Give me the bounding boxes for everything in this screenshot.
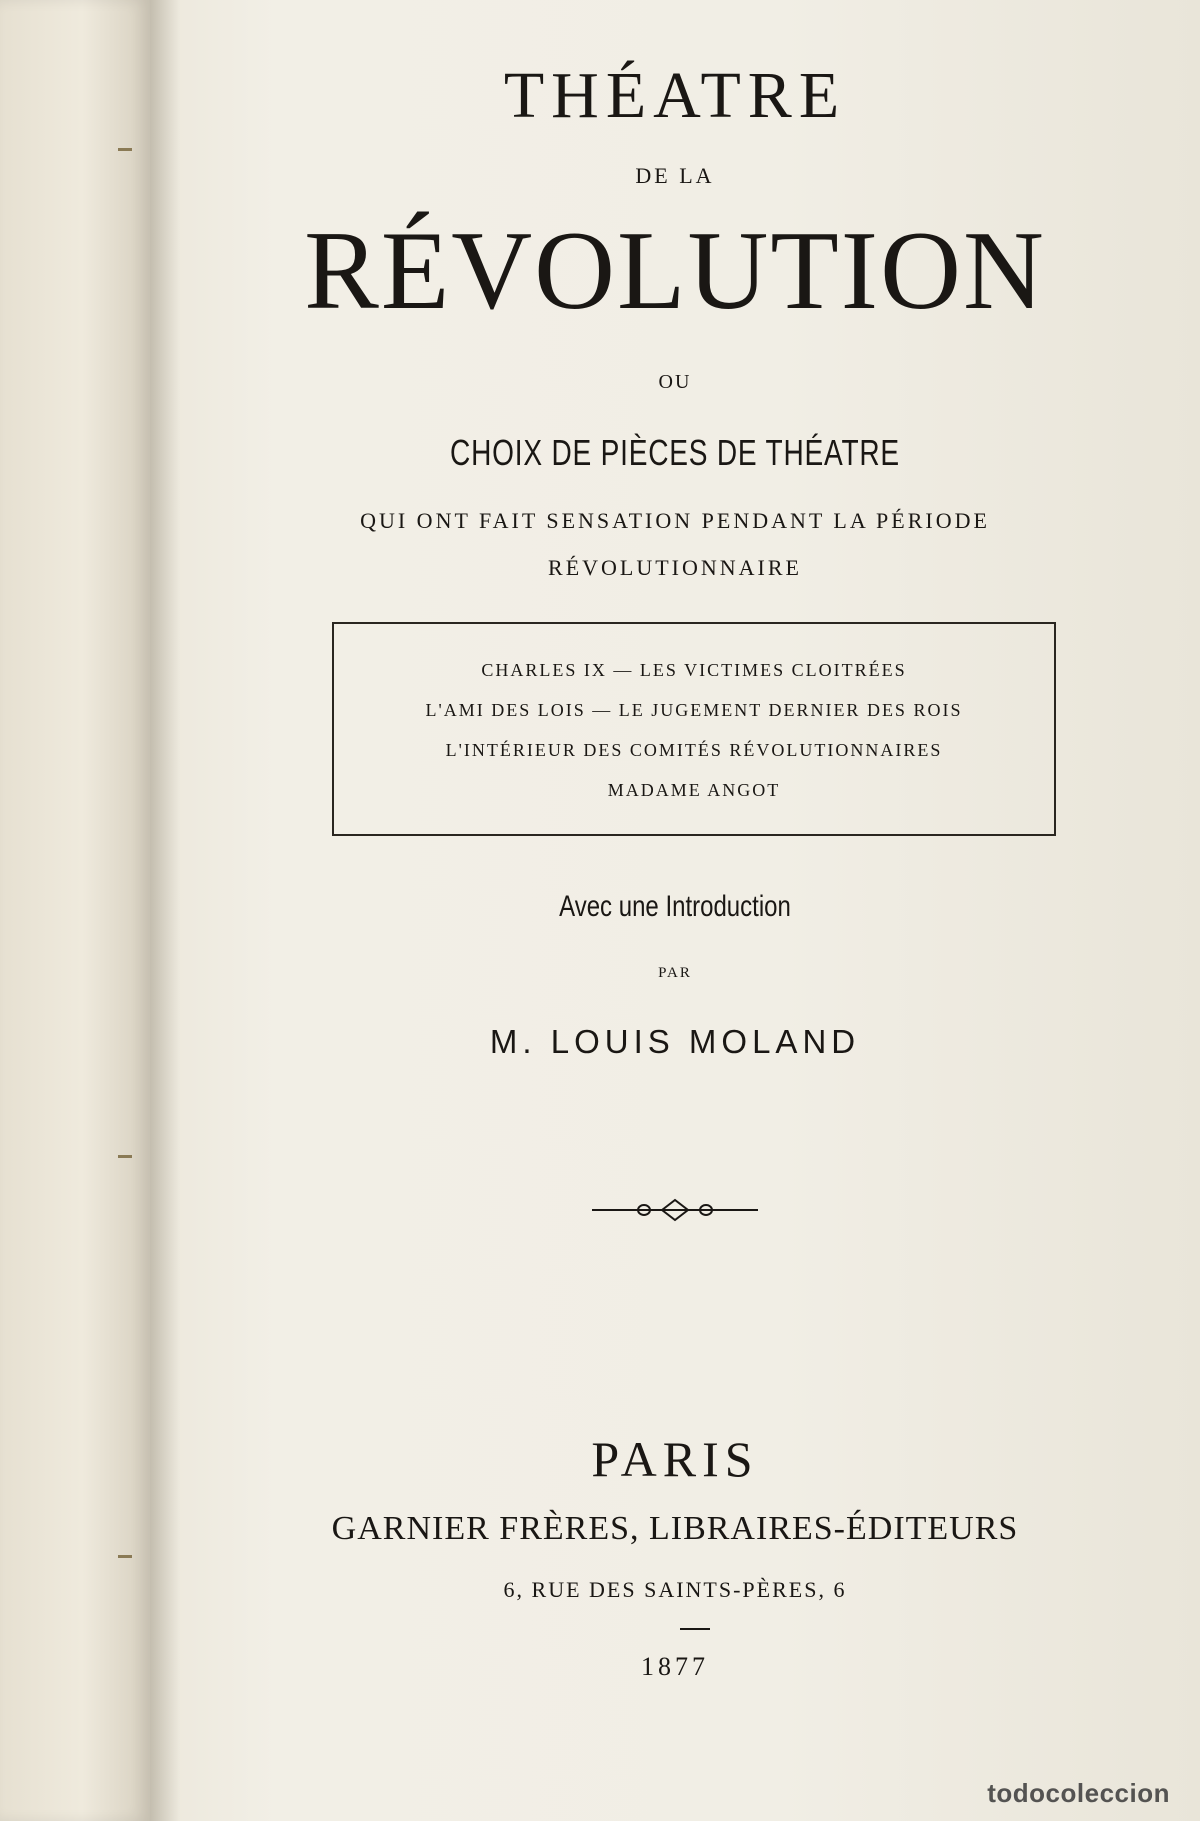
title-line-ou: OU: [658, 371, 692, 393]
imprint-address: 6, RUE DES SAINTS-PÈRES, 6: [503, 1577, 847, 1602]
author-name: M. LOUIS MOLAND: [489, 1023, 861, 1060]
subtitle-revolutionnaire: RÉVOLUTIONNAIRE: [548, 555, 802, 580]
subtitle-choix: CHOIX DE PIÈCES DE THÉATRE: [450, 432, 900, 473]
imprint-city: PARIS: [591, 1431, 759, 1487]
binding-stitch: [118, 1155, 132, 1158]
contents-box: [332, 622, 1056, 836]
imprint-publisher: GARNIER FRÈRES, LIBRAIRES-ÉDITEURS: [331, 1510, 1019, 1547]
contents-line: L'INTÉRIEUR DES COMITÉS RÉVOLUTIONNAIRES: [445, 740, 943, 760]
divider: [680, 1628, 710, 1630]
contents-line: L'AMI DES LOIS — LE JUGEMENT DERNIER DES ROIS: [425, 700, 963, 720]
subtitle-sensation: QUI ONT FAIT SENSATION PENDANT LA PÉRIODE: [360, 508, 990, 533]
watermark: todocoleccion: [987, 1778, 1170, 1808]
title-line-de-la: DE LA: [635, 163, 715, 188]
par-line: PAR: [658, 965, 692, 981]
ornament-rule-icon: [592, 1195, 758, 1225]
title-page: [150, 0, 1200, 1821]
binding-stitch: [118, 148, 132, 151]
title-line-revolution: RÉVOLUTION: [304, 209, 1046, 333]
introduction-line: Avec une Introduction: [559, 890, 791, 923]
contents-line: CHARLES IX — LES VICTIMES CLOITRÉES: [481, 660, 907, 680]
imprint-year: 1877: [641, 1652, 709, 1681]
facing-page: [0, 0, 150, 1821]
contents-line: MADAME ANGOT: [607, 780, 781, 800]
title-line-theatre: THÉATRE: [503, 59, 847, 132]
binding-stitch: [118, 1555, 132, 1558]
